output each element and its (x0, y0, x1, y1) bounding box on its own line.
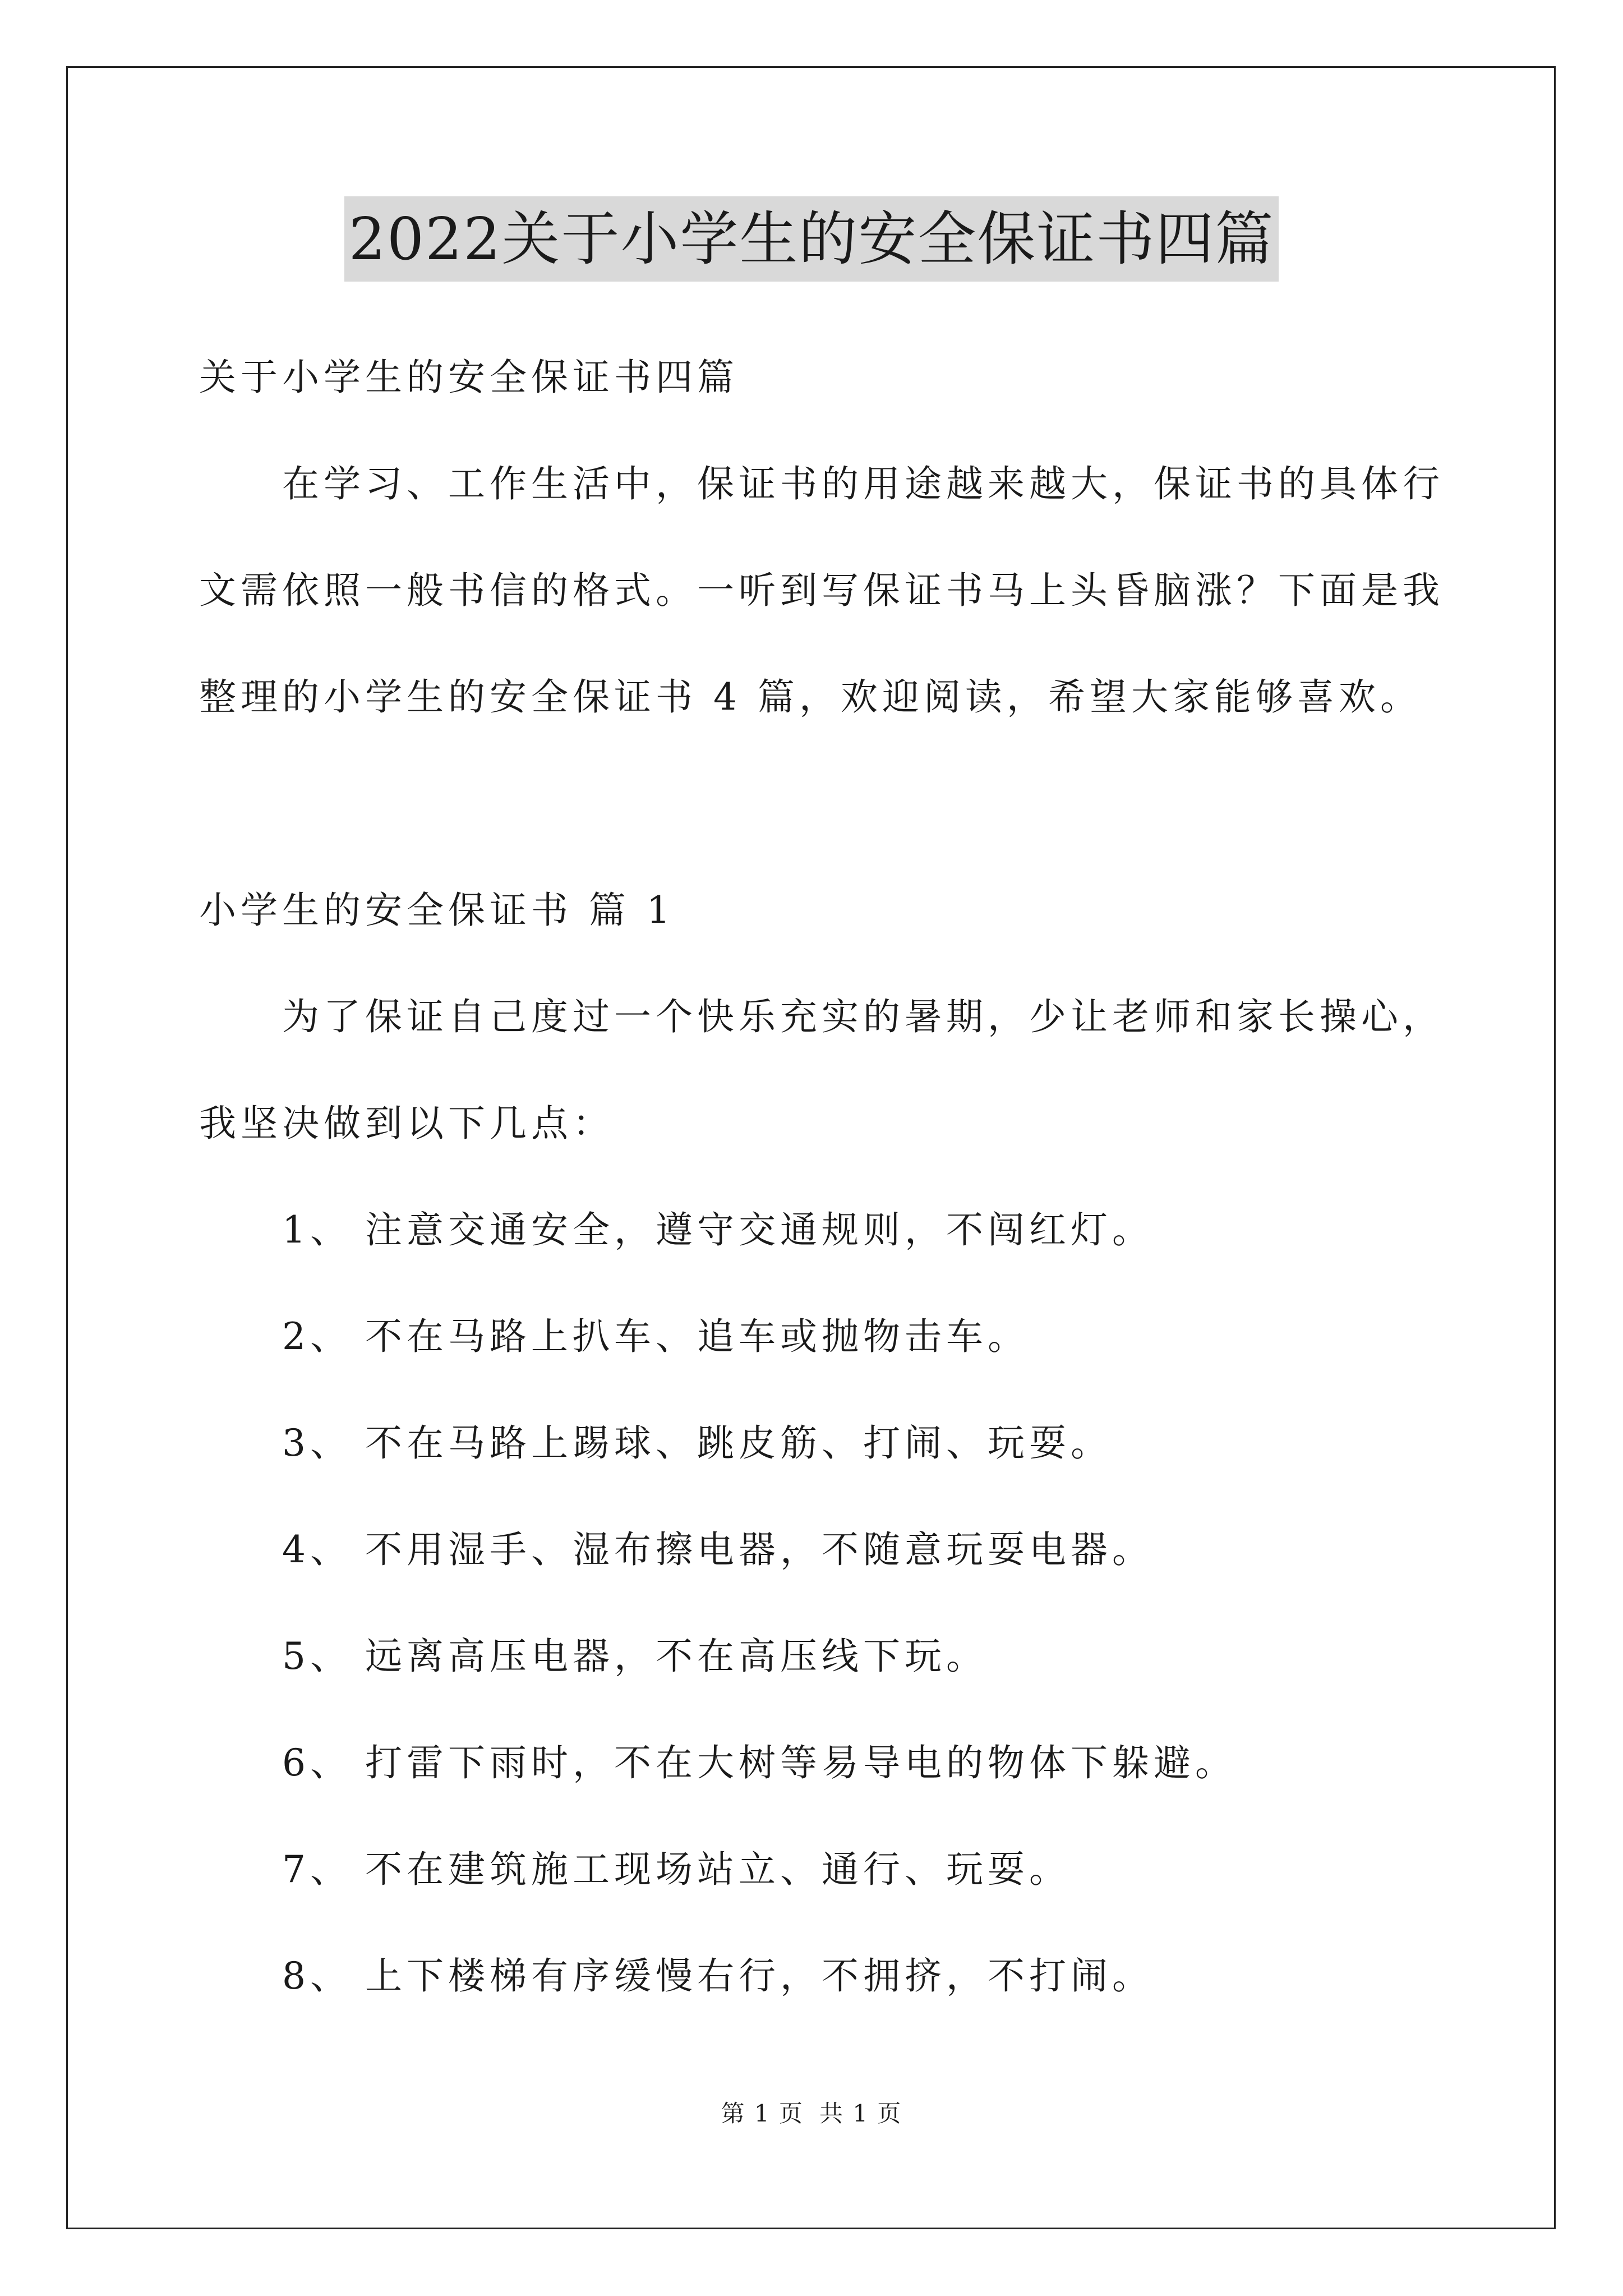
list-item-text: 不在建筑施工现场站立、通行、玩耍。 (365, 1848, 1071, 1891)
list-item-number: 5、 (282, 1635, 352, 1678)
list-item-text: 不在马路上扒车、追车或抛物击车。 (365, 1315, 1029, 1358)
section-lead-1: 为了保证自己度过一个快乐充实的暑期，少让老师和家长操心， (282, 995, 1444, 1038)
list-item (282, 1951, 1154, 2001)
list-item (282, 1205, 1154, 1255)
document-subtitle: 关于小学生的安全保证书四篇 (199, 356, 739, 399)
list-item-number: 8、 (282, 1954, 352, 1998)
list-item-number: 2、 (282, 1315, 352, 1358)
list-item (282, 1525, 1154, 1575)
list-item (282, 1631, 988, 1682)
document-title: 2022关于小学生的安全保证书四篇 (344, 196, 1279, 282)
list-item-number: 7、 (282, 1848, 352, 1891)
list-item-text: 注意交通安全，遵守交通规则，不闯红灯。 (365, 1208, 1154, 1251)
list-item (282, 1738, 1237, 1788)
list-item-number: 1、 (282, 1208, 352, 1251)
list-item (282, 1418, 1112, 1469)
intro-line-1: 在学习、工作生活中，保证书的用途越来越大，保证书的具体行 (282, 462, 1444, 505)
list-item-text: 不用湿手、湿布擦电器，不随意玩耍电器。 (365, 1528, 1154, 1571)
list-item (282, 1312, 1029, 1362)
intro-line-3: 整理的小学生的安全保证书 4 篇，欢迎阅读，希望大家能够喜欢。 (199, 675, 1422, 719)
list-item (282, 1844, 1071, 1895)
list-item-number: 3、 (282, 1421, 352, 1465)
list-item-text: 不在马路上踢球、跳皮筋、打闹、玩耍。 (365, 1421, 1112, 1465)
list-item-text: 远离高压电器，不在高压线下玩。 (365, 1635, 988, 1678)
page-total: 共 1 页 (819, 2100, 902, 2127)
section-heading: 小学生的安全保证书 篇 1 (199, 889, 675, 932)
intro-line-2: 文需依照一般书信的格式。一听到写保证书马上头昏脑涨？下面是我 (199, 569, 1444, 612)
list-item-text: 上下楼梯有序缓慢右行，不拥挤，不打闹。 (365, 1954, 1154, 1998)
title-container (0, 196, 1623, 282)
list-item-number: 6、 (282, 1741, 352, 1784)
list-item-text: 打雷下雨时，不在大树等易导电的物体下躲避。 (365, 1741, 1237, 1784)
list-item-number: 4、 (282, 1528, 352, 1571)
page-number: 第 1 页 (721, 2100, 804, 2127)
page-footer (0, 2095, 1623, 2129)
section-lead-2: 我坚决做到以下几点： (199, 1102, 614, 1145)
